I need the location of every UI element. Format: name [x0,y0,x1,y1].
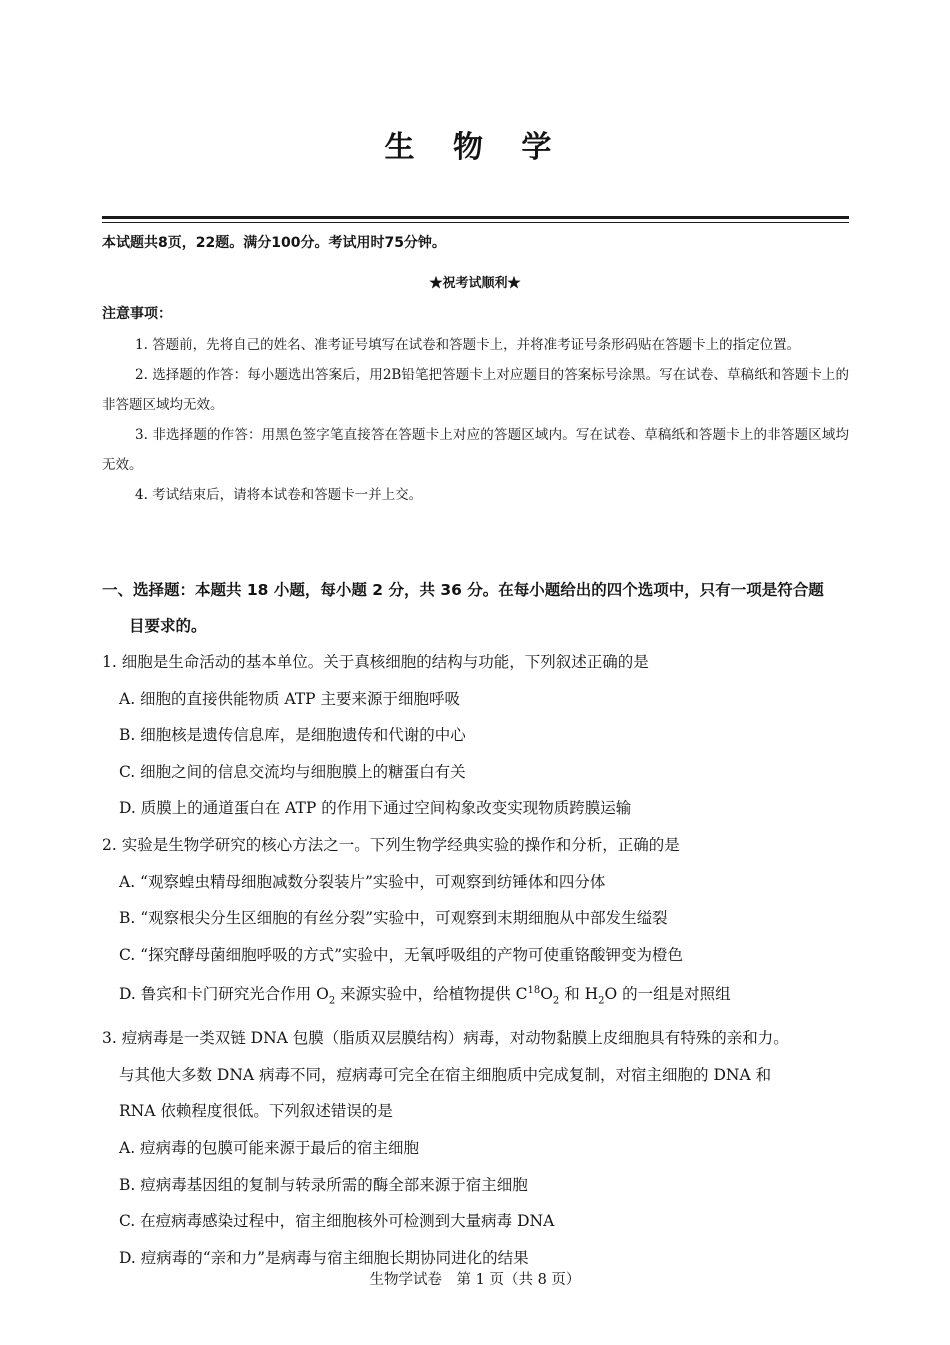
option-text: 和 H [559,985,599,1004]
section-heading-line: 目要求的。 [129,617,207,635]
superscript: 18 [527,985,541,997]
question-stem: 3. 痘病毒是一类双链 DNA 包膜（脂质双层膜结构）病毒，对动物黏膜上皮细胞具有特殊的亲和力。 [102,1029,789,1048]
section-heading-line: 一、选择题：本题共 18 小题，每小题 2 分，共 36 分。在每小题给出的四个选项中，只有一项是符合题 [102,581,824,599]
section-heading [102,572,849,644]
header-rule-thick [102,216,849,219]
note-item: 2. 选择题的作答：每小题选出答案后，用2B铅笔把答题卡上对应题目的答案标号涂黑。写在试卷、草稿纸和答题卡上的非答题区域均无效。 [102,367,849,413]
option-a: A. “观察蝗虫精母细胞减数分裂装片”实验中，可观察到纺锤体和四分体 [119,872,606,891]
subscript: 2 [598,995,605,1007]
option-c: C. “探究酵母菌细胞呼吸的方式”实验中，无氧呼吸组的产物可使重铬酸钾变为橙色 [119,945,684,964]
subscript: 2 [328,995,336,1007]
option-b: B. 细胞核是遗传信息库，是细胞遗传和代谢的中心 [119,726,466,745]
note-item: 1. 答题前，先将自己的姓名、准考证号填写在试卷和答题卡上，并将准考证号条形码贴在答题卡上的指定位置。 [135,337,801,353]
option-c: C. 在痘病毒感染过程中，宿主细胞核外可检测到大量病毒 DNA [119,1212,555,1231]
exam-info: 本试题共8页，22题。满分100分。考试用时75分钟。 [102,235,446,251]
question-1 [102,644,849,827]
note-item: 3. 非选择题的作答：用黑色签字笔直接答在答题卡上对应的答题区域内。写在试卷、草稿纸和答题卡上的非答题区域均无效。 [102,427,849,473]
header-rule-thin [102,222,849,223]
option-a: A. 痘病毒的包膜可能来源于最后的宿主细胞 [119,1138,420,1157]
option-d: D. 痘病毒的“亲和力”是病毒与宿主细胞长期协同进化的结果 [119,1248,529,1267]
option-text: D. 鲁宾和卡门研究光合作用 O [119,985,329,1004]
option-b: B. 痘病毒基因组的复制与转录所需的酶全部来源于宿主细胞 [119,1175,528,1194]
notes-list [102,330,849,510]
question-stem: 1. 细胞是生命活动的基本单位。关于真核细胞的结构与功能，下列叙述正确的是 [102,653,649,671]
notes-heading: 注意事项： [102,306,172,322]
option-text: O [540,985,553,1004]
option-text: O 的一组是对照组 [604,985,731,1004]
option-a: A. 细胞的直接供能物质 ATP 主要来源于细胞呼吸 [119,689,461,708]
option-d: D. 质膜上的通道蛋白在 ATP 的作用下通过空间构象改变实现物质跨膜运输 [119,799,632,818]
question-list [102,644,849,1276]
option-c: C. 细胞之间的信息交流均与细胞膜上的糖蛋白有关 [119,762,466,781]
question-stem-continued: 与其他大多数 DNA 病毒不同，痘病毒可完全在宿主细胞质中完成复制，对宿主细胞的 DNA 和 [119,1065,772,1084]
question-3 [102,1020,849,1276]
page-title: 生 物 学 [384,130,566,165]
good-luck-banner: ★祝考试顺利★ [429,276,521,291]
page-footer: 生物学试卷 第 1 页（共 8 页） [369,1272,581,1288]
question-stem-continued: RNA 依赖程度很低。下列叙述错误的是 [119,1102,393,1121]
option-text: 来源实验中，给植物提供 C [335,985,528,1004]
subscript: 2 [552,995,560,1007]
question-stem: 2. 实验是生物学研究的核心方法之一。下列生物学经典实验的操作和分析，正确的是 [102,835,680,854]
option-b: B. “观察根尖分生区细胞的有丝分裂”实验中，可观察到末期细胞从中部发生缢裂 [119,909,668,928]
note-item: 4. 考试结束后，请将本试卷和答题卡一并上交。 [135,487,423,503]
question-2 [102,827,849,1020]
option-d [102,973,849,1020]
